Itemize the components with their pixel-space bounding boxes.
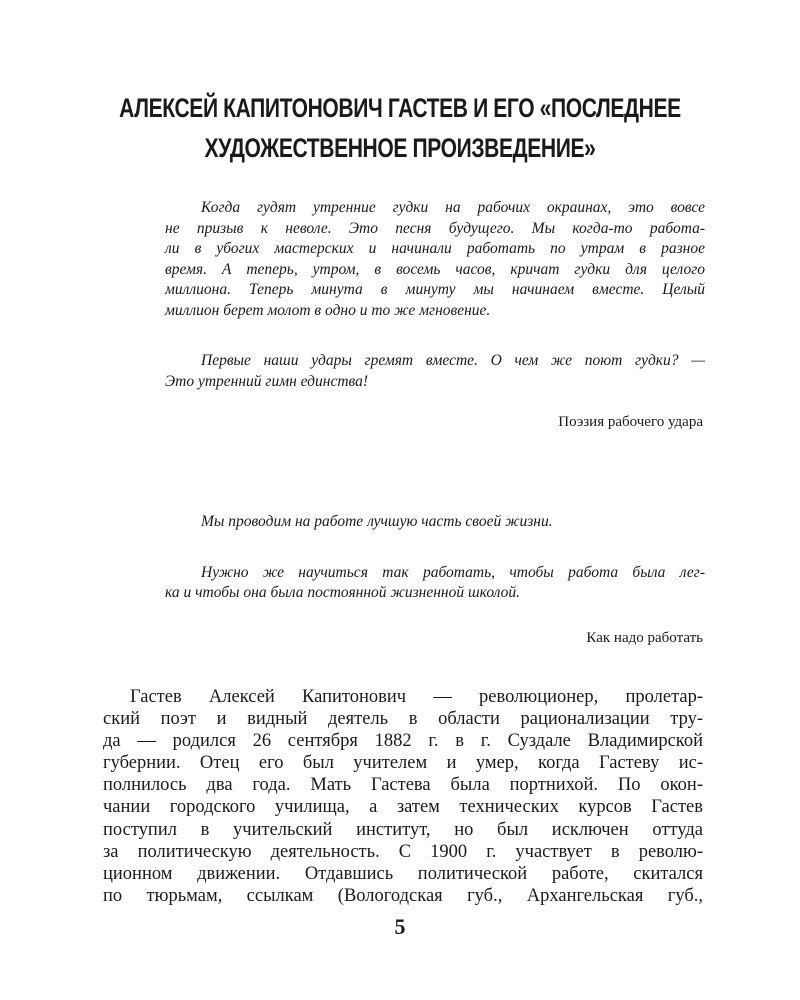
epigraph-source: Поэзия рабочего удара <box>558 414 703 430</box>
title-line: АЛЕКСЕЙ КАПИТОНОВИЧ ГАСТЕВ И ЕГО «ПОСЛЕДНЕЕ <box>119 93 681 123</box>
epigraph-line: время. А теперь, утром, в восемь часов, кричат гудки для целого <box>165 260 705 278</box>
page-number: 5 <box>394 914 406 939</box>
body-line: Гастев Алексей Капитонович — революционер, пролетар- <box>130 687 703 707</box>
body-line: за политическую деятельность. С 1900 г. участвует в револю- <box>103 841 703 862</box>
body-line: губернии. Отец его был учителем и умер, когда Гастеву ис- <box>103 753 703 774</box>
epigraph-line: Первые наши удары гремят вместе. О чем же поют гудки? — <box>201 352 705 369</box>
epigraph-line: ли в убогих мастерских и начинали работать по утрам в разное <box>165 240 705 257</box>
epigraph-line: Мы проводим на работе лучшую часть своей жизни. <box>201 513 553 530</box>
body-line: ский поэт и видный деятель в области рационализации тру- <box>103 709 703 730</box>
body-paragraph <box>103 686 703 907</box>
epigraph-line: ка и чтобы она была постоянной жизненной школой. <box>165 584 521 601</box>
body-line: ционном движении. Отдавшись политической работе, скитался <box>103 863 703 884</box>
body-line: по тюрьмам, ссылкам (Вологодская губ., Архангельская губ., <box>103 885 703 906</box>
epigraph-2 <box>165 512 705 604</box>
epigraph-line: Когда гудят утренние гудки на рабочих окраинах, это вовсе <box>201 199 705 216</box>
body-line: полнилось два года. Мать Гастева была портнихой. По окон- <box>103 775 703 796</box>
title-line: ХУДОЖЕСТВЕННОЕ ПРОИЗВЕДЕНИЕ» <box>204 133 596 163</box>
body-line: чании городского училища, а затем технических курсов Гастев <box>103 797 703 818</box>
epigraph-line: не призыв к неволе. Это песня будущего. Мы когда-то работа- <box>165 219 705 237</box>
epigraph-source: Как надо работать <box>586 630 703 646</box>
epigraph-1 <box>165 198 705 392</box>
epigraph-line: Это утренний гимн единства! <box>165 372 369 390</box>
body-line: поступил в учительский институт, но был исключен оттуда <box>103 819 703 840</box>
body-line: да — родился 26 сентября 1882 г. в г. Суздале Владимирской <box>103 731 703 752</box>
epigraph-line: Нужно же научиться так работать, чтобы работа была лег- <box>201 563 705 581</box>
epigraph-line: миллиона. Теперь минута в минуту мы начинаем вместе. Целый <box>165 281 705 298</box>
epigraph-line: миллион берет молот в одно и то же мгновение. <box>165 301 491 319</box>
